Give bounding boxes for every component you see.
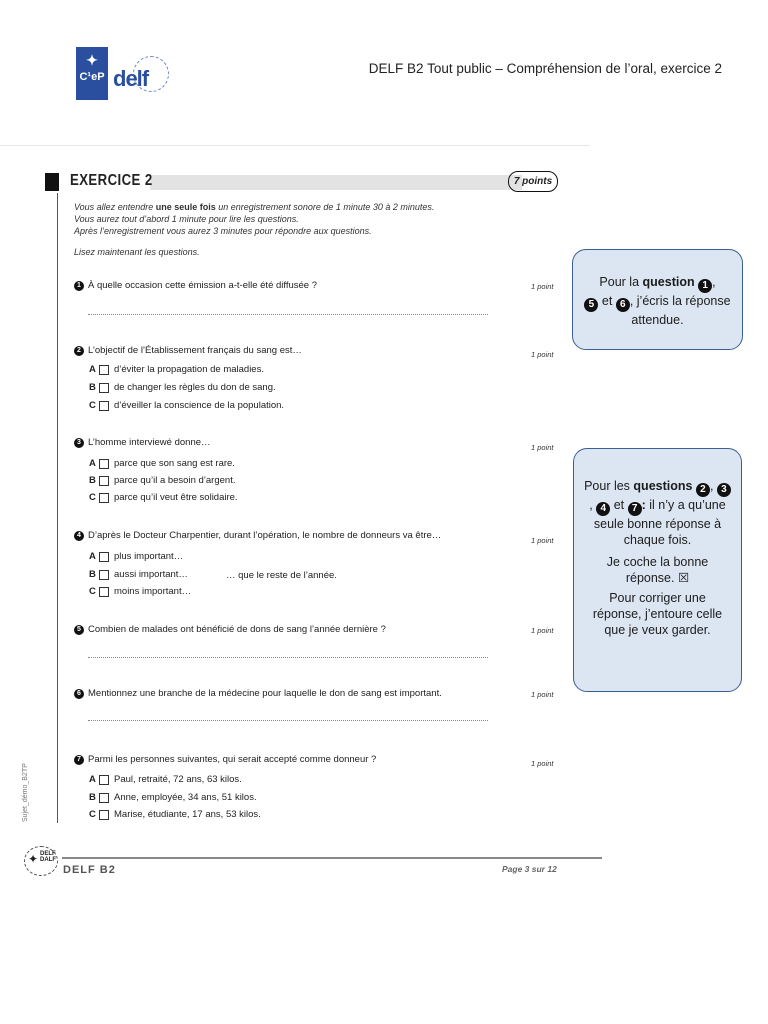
callout-text: [573, 293, 742, 328]
option-3b[interactable]: [89, 475, 235, 486]
option-text: plus important…: [114, 551, 184, 562]
checkbox[interactable]: [99, 810, 109, 820]
exercise-title: EXERCICE 2: [70, 172, 153, 189]
option-2a[interactable]: [89, 364, 264, 375]
option-text: parce qu’il a besoin d’argent.: [114, 475, 236, 486]
option-7b[interactable]: [89, 792, 257, 803]
option-text: parce que son sang est rare.: [114, 458, 235, 469]
option-letter: C: [89, 586, 96, 597]
question-points: 1 point: [531, 759, 554, 768]
option-letter: A: [89, 458, 96, 469]
instruction-line-1: [74, 202, 434, 212]
question-4-suffix: … que le reste de l’année.: [226, 570, 337, 581]
question-points: 1 point: [531, 626, 554, 635]
option-letter: C: [89, 400, 96, 411]
question-text: Combien de malades ont bénéficié de dons de sang l’année dernière ?: [88, 624, 386, 635]
question-number: 4: [74, 531, 84, 541]
instruction-text: un enregistrement sonore de 1 minute 30 à 2 minutes.: [215, 202, 435, 212]
answer-line-6[interactable]: [88, 719, 488, 721]
callout-text-part: il n’y a qu’une seule bonne réponse à chaque fois.: [593, 498, 726, 547]
option-letter: A: [89, 774, 96, 785]
option-letter: C: [89, 809, 96, 820]
option-7c[interactable]: [89, 809, 261, 820]
number-1-icon: 1: [698, 279, 712, 293]
callout-text-part: Pour les: [584, 479, 634, 493]
globe-icon: ✦: [28, 852, 39, 866]
instruction-text: Vous allez entendre: [74, 202, 156, 212]
option-letter: B: [89, 569, 96, 580]
question-number: 1: [74, 281, 84, 291]
exercise-points-badge: 7 points: [508, 171, 558, 192]
checkbox[interactable]: [99, 552, 109, 562]
option-2c[interactable]: [89, 400, 284, 411]
callout-bold: question: [642, 275, 695, 289]
question-points: 1 point: [531, 690, 554, 699]
question-number: 7: [74, 755, 84, 765]
option-3a[interactable]: [89, 458, 235, 469]
option-text: Marise, étudiante, 17 ans, 53 kilos.: [114, 809, 261, 820]
question-number: 6: [74, 689, 84, 699]
option-3c[interactable]: [89, 492, 238, 503]
question-number: 5: [74, 625, 84, 635]
page-header-title: DELF B2 Tout public – Compréhension de l’oral, exercice 2: [368, 61, 722, 76]
option-letter: A: [89, 551, 96, 562]
callout-text-part: et: [601, 294, 613, 308]
page-number: Page 3 sur 12: [502, 864, 557, 874]
question-6: [74, 688, 442, 699]
question-5: [74, 624, 386, 635]
question-points: 1 point: [531, 282, 554, 291]
answer-line-1[interactable]: [88, 313, 488, 315]
option-text: aussi important…: [114, 569, 188, 580]
callout-choice-questions: [573, 448, 742, 692]
option-text: moins important…: [114, 586, 192, 597]
instruction-line-4: Lisez maintenant les questions.: [74, 247, 200, 257]
ciep-logo: [76, 47, 108, 100]
question-text: L’homme interviewé donne…: [88, 437, 211, 448]
instruction-line-2: Vous aurez tout d’abord 1 minute pour lire les questions.: [74, 214, 299, 224]
question-number: 2: [74, 346, 84, 356]
exercise-title-bar: [150, 175, 522, 190]
checkbox[interactable]: [99, 401, 109, 411]
option-text: Anne, employée, 34 ans, 51 kilos.: [114, 792, 257, 803]
left-margin-rule: [57, 193, 58, 823]
question-text: Mentionnez une branche de la médecine pour laquelle le don de sang est important.: [88, 688, 442, 699]
question-1: [74, 280, 317, 291]
delf-logo: [113, 54, 171, 94]
checkbox[interactable]: [99, 365, 109, 375]
question-points: 1 point: [531, 536, 554, 545]
question-number: 3: [74, 438, 84, 448]
option-text: d’éveiller la conscience de la population.: [114, 400, 285, 411]
delf-logo-text: delf: [113, 66, 149, 91]
question-4: [74, 530, 441, 541]
delf-dalf-logo-text: DELF DALF: [40, 851, 56, 863]
checkbox[interactable]: [99, 459, 109, 469]
header-divider: [0, 145, 590, 146]
globe-icon: ✦: [86, 52, 98, 68]
checkbox[interactable]: [99, 587, 109, 597]
option-2b[interactable]: [89, 382, 276, 393]
callout-correct-instruction: Pour corriger une réponse, j’entoure celle que je veux garder.: [592, 591, 723, 637]
callout-bold: questions: [633, 479, 693, 493]
number-4-icon: 4: [596, 502, 610, 516]
question-points: 1 point: [531, 350, 554, 359]
number-7-icon: 7: [628, 502, 642, 516]
checkbox[interactable]: [99, 793, 109, 803]
option-7a[interactable]: [89, 774, 242, 785]
option-letter: A: [89, 364, 96, 375]
number-6-icon: 6: [616, 298, 630, 312]
question-7: [74, 754, 376, 765]
callout-text: Pour la question 1 ,: [599, 275, 716, 291]
question-3: [74, 437, 211, 448]
number-3-icon: 3: [717, 483, 731, 497]
option-4a[interactable]: [89, 551, 183, 562]
callout-text: Pour les questions 2 , 3, 4 et 7 : il n’y a qu’une seule bonne réponse à chaque fois.: [574, 478, 741, 548]
option-letter: C: [89, 492, 96, 503]
question-points: 1 point: [531, 443, 554, 452]
instruction-emphasis: une seule fois: [155, 202, 216, 212]
footer-exam-label: DELF B2: [63, 864, 116, 876]
answer-line-5[interactable]: [88, 656, 488, 658]
option-4c[interactable]: [89, 586, 191, 597]
footer-divider: [62, 857, 602, 859]
question-text: L’objectif de l’Établissement français du sang est…: [88, 345, 302, 356]
exercise-marker: [45, 173, 59, 191]
question-text: Parmi les personnes suivantes, qui serait accepté comme donneur ?: [88, 754, 377, 765]
question-text: D’après le Docteur Charpentier, durant l’opération, le nombre de donneurs va être…: [88, 530, 442, 541]
checkbox[interactable]: [99, 493, 109, 503]
option-text: de changer les règles du don de sang.: [114, 382, 276, 393]
option-text: Paul, retraité, 72 ans, 63 kilos.: [114, 774, 242, 785]
instruction-line-3: Après l’enregistrement vous aurez 3 minutes pour répondre aux questions.: [74, 226, 372, 236]
question-text: À quelle occasion cette émission a-t-elle été diffusée ?: [88, 280, 318, 291]
option-letter: B: [89, 792, 96, 803]
option-letter: B: [89, 382, 96, 393]
side-document-code: Sujet_démo_B2TP: [22, 763, 29, 822]
callout-check-instruction: Je coche la bonne réponse. ☒: [606, 555, 709, 585]
question-2: [74, 345, 302, 356]
delf-dalf-logo: [24, 846, 58, 876]
callout-text-part: , j’écris la réponse attendue.: [629, 294, 731, 327]
callout-text-part: Pour la: [599, 275, 643, 289]
option-letter: B: [89, 475, 96, 486]
number-5-icon: 5: [584, 298, 598, 312]
checkbox[interactable]: [99, 383, 109, 393]
number-2-icon: 2: [696, 483, 710, 497]
ciep-logo-text: C¹eP: [79, 71, 105, 83]
callout-open-questions: [572, 249, 743, 350]
checkbox[interactable]: [99, 570, 109, 580]
option-4b[interactable]: [89, 569, 188, 580]
checkbox[interactable]: [99, 476, 109, 486]
option-text: parce qu’il veut être solidaire.: [114, 492, 238, 503]
callout-text-part: et: [613, 498, 625, 512]
option-text: d’éviter la propagation de maladies.: [114, 364, 264, 375]
checkbox[interactable]: [99, 775, 109, 785]
